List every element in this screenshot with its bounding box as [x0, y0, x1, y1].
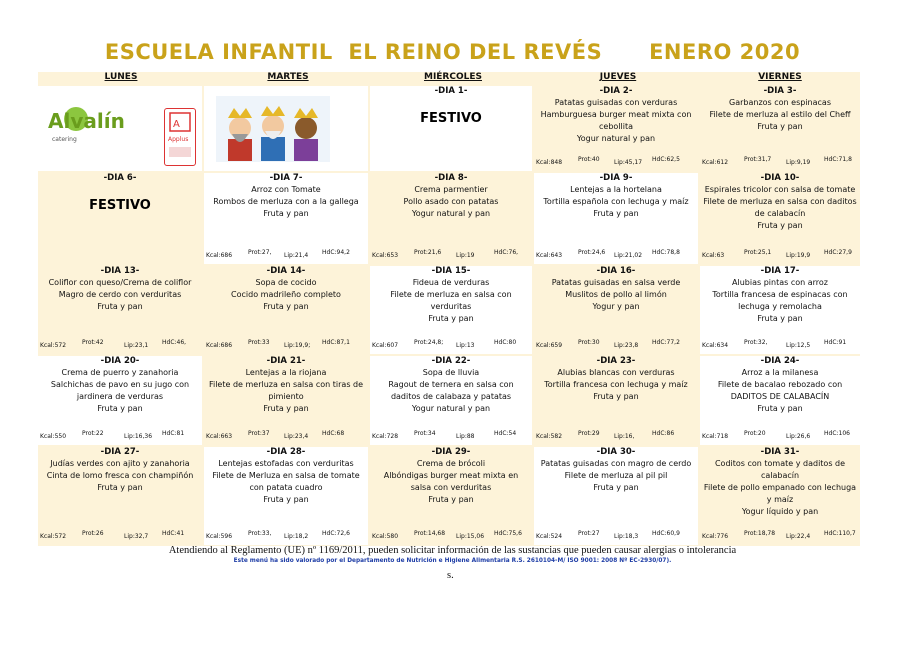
- menu-cell: [370, 266, 532, 354]
- dish: Fruta y pan: [263, 209, 309, 218]
- day-number: -DÍA 16-: [596, 266, 636, 276]
- dish: Fruta y pan: [757, 122, 803, 131]
- dish: Arroz con Tomate: [251, 185, 321, 194]
- logo-text: Alvalín: [48, 109, 125, 133]
- day-number: -DÍA 13-: [100, 266, 140, 276]
- nutrition-value: HdC:78,8: [652, 249, 680, 256]
- nutrition-value: Prot:24,8;: [414, 339, 444, 346]
- dish: Fruta y pan: [263, 302, 309, 311]
- nutrition-value: Kcal:572: [40, 342, 67, 349]
- nutrition-value: Kcal:572: [40, 533, 67, 540]
- day-header-1: LUNES: [104, 72, 138, 82]
- nutrition-value: HdC:77,2: [652, 339, 680, 346]
- dish: Albóndigas burger meat mixta en salsa con verduritas: [383, 471, 519, 492]
- menu-cell: [700, 86, 860, 171]
- nutrition-value: Lip:16,: [614, 433, 635, 440]
- nutrition-value: HdC:46,: [162, 339, 187, 346]
- nutrition-value: Kcal:607: [372, 342, 399, 349]
- nutrition-value: Lip:23,8: [614, 342, 639, 349]
- dish: Coliflor con queso/Crema de coliflor: [48, 278, 192, 287]
- dish: Fruta y pan: [263, 495, 309, 504]
- dish: Filete de merluza en salsa con daditos de calabacín: [703, 197, 857, 218]
- nutrition-value: HdC:86: [652, 430, 675, 437]
- nutrition-value: Lip:18,3: [614, 533, 639, 540]
- dish: Cinta de lomo fresca con champiñón: [46, 471, 194, 480]
- nutrition-value: Lip:32,7: [124, 533, 149, 540]
- dish: Filete de merluza en salsa con verduritas: [390, 290, 512, 311]
- dish: Fruta y pan: [428, 314, 474, 323]
- nutrition-value: Kcal:686: [206, 342, 233, 349]
- nutrition-value: Prot:34: [414, 430, 436, 437]
- nutrition-value: Prot:42: [82, 339, 104, 346]
- dish: Fruta y pan: [593, 209, 639, 218]
- nutrition-value: HdC:27,9: [824, 249, 852, 256]
- nutrition-value: Prot:30: [578, 339, 600, 346]
- nutrition-value: Kcal:550: [40, 433, 67, 440]
- nutrition-value: Kcal:582: [536, 433, 563, 440]
- day-number: -DÍA 15-: [431, 266, 471, 276]
- footer-tail: s.: [447, 570, 454, 581]
- dish: Filete de merluza al estilo del Cheff: [709, 110, 851, 119]
- dish: Yogur natural y pan: [411, 209, 491, 218]
- nutrition-value: HdC:80: [494, 339, 517, 346]
- nutrition-value: Prot:26: [82, 530, 104, 537]
- nutrition-value: Prot:31,7: [744, 156, 772, 163]
- day-header-2: MARTES: [267, 72, 309, 82]
- nutrition-value: Lip:19,9: [786, 252, 811, 259]
- nutrition-value: Prot:32,: [744, 339, 768, 346]
- nutrition-value: HdC:106: [824, 430, 850, 437]
- nutrition-value: HdC:91: [824, 339, 847, 346]
- nutrition-value: Lip:26,6: [786, 433, 811, 440]
- nutrition-value: Prot:14,68: [414, 530, 446, 537]
- menu-cell: [38, 173, 202, 264]
- menu-cell: [38, 447, 202, 545]
- nutrition-value: Kcal:728: [372, 433, 399, 440]
- menu-cell: [534, 356, 698, 445]
- menu-cell: [38, 356, 202, 445]
- menu-cell: [38, 266, 202, 354]
- nutrition-value: Kcal:63: [702, 252, 725, 259]
- day-number: -DÍA 27-: [100, 447, 140, 457]
- nutrition-value: Prot:33,: [248, 530, 272, 537]
- nutrition-value: Kcal:524: [536, 533, 563, 540]
- dish: Salchichas de pavo en su jugo con jardinera de verduras: [50, 380, 190, 401]
- dish: Muslitos de pollo al limón: [565, 290, 667, 299]
- menu-cell: [204, 447, 368, 545]
- day-number: -DÍA 21-: [266, 356, 306, 366]
- nutrition-value: Kcal:718: [702, 433, 729, 440]
- dish: Yogur líquido y pan: [741, 507, 819, 516]
- dish: Alubias pintas con arroz: [732, 278, 828, 287]
- nutrition-value: Prot:20: [744, 430, 766, 437]
- dish: Coditos con tomate y daditos de calabacín: [714, 459, 846, 480]
- nutrition-value: Kcal:848: [536, 159, 563, 166]
- dish: Fideua de verduras: [412, 278, 490, 287]
- nutrition-value: Lip:23,1: [124, 342, 149, 349]
- dish: Crema de brócoli: [416, 459, 486, 468]
- dish: Tortilla española con lechuga y maíz: [543, 197, 689, 206]
- menu-cell: [534, 173, 698, 264]
- dish: Fruta y pan: [593, 392, 639, 401]
- nutrition-value: Lip:15,06: [456, 533, 485, 540]
- dish: Filete de merluza al pil pil: [564, 471, 668, 480]
- festivo-label: FESTIVO: [420, 111, 482, 126]
- nutrition-value: HdC:94,2: [322, 249, 350, 256]
- nutrition-value: HdC:72,6: [322, 530, 350, 537]
- dish: Filete de merluza en salsa con tiras de pimiento: [208, 380, 364, 401]
- nutrition-value: Lip:16,36: [124, 433, 153, 440]
- cert-text: Applus: [168, 136, 189, 143]
- day-number: -DÍA 22-: [431, 356, 471, 366]
- dish: Fruta y pan: [263, 404, 309, 413]
- dish: Rombos de merluza con a la gallega: [213, 197, 359, 206]
- dish: Yogur natural y pan: [411, 404, 491, 413]
- nutrition-value: Prot:40: [578, 156, 600, 163]
- day-header-4: JUEVES: [599, 72, 637, 82]
- menu-cell: [370, 173, 532, 264]
- nutrition-value: Lip:23,4: [284, 433, 309, 440]
- allergen-notice: Atendiendo al Reglamento (UE) nº 1169/2011, pueden solicitar información de las sustancias que pueden causar alergias o intolerancia: [168, 545, 737, 556]
- svg-text:A: A: [173, 119, 180, 130]
- day-number: -DÍA 7-: [269, 173, 303, 183]
- nutrition-value: Lip:45,17: [614, 159, 643, 166]
- day-number: -DÍA 6-: [103, 173, 137, 183]
- dish: Alubias blancas con verduras: [557, 368, 675, 377]
- nutrition-value: Kcal:634: [702, 342, 729, 349]
- nutrition-value: Lip:21,4: [284, 252, 309, 259]
- nutrition-value: Prot:22: [82, 430, 104, 437]
- nutrition-value: Kcal:686: [206, 252, 233, 259]
- nutrition-value: Lip:19: [456, 252, 475, 259]
- dish: Arroz a la milanesa: [741, 368, 819, 377]
- dish: Yogur y pan: [592, 302, 640, 311]
- dish: Filete de Merluza en salsa de tomate con patata cuadro: [212, 471, 360, 492]
- day-number: -DÍA 1-: [434, 86, 468, 96]
- day-number: -DÍA 29-: [431, 447, 471, 457]
- nutrition-value: HdC:87,1: [322, 339, 350, 346]
- nutrition-value: Prot:25,1: [744, 249, 772, 256]
- menu-cell: [534, 266, 698, 354]
- nutrition-value: Kcal:776: [702, 533, 729, 540]
- nutrition-value: Prot:27: [578, 530, 600, 537]
- nutrition-value: HdC:110,7: [824, 530, 856, 537]
- dish: Patatas guisadas con magro de cerdo: [540, 459, 692, 468]
- dish: Fruta y pan: [97, 404, 143, 413]
- nutrition-value: HdC:75,6: [494, 530, 522, 537]
- nutrition-value: Prot:29: [578, 430, 600, 437]
- menu-cell: [204, 173, 368, 264]
- dish: Lentejas estofadas con verduritas: [218, 459, 354, 468]
- dish: Pollo asado con patatas: [403, 197, 499, 206]
- nutrition-value: HdC:60,9: [652, 530, 680, 537]
- nutrition-value: Lip:18,2: [284, 533, 309, 540]
- day-header-5: VIERNES: [758, 72, 802, 82]
- nutrition-value: Lip:22,4: [786, 533, 811, 540]
- nutrition-value: HdC:41: [162, 530, 185, 537]
- dish: Lentejas a la riojana: [245, 368, 327, 377]
- dish: Lentejas a la hortelana: [570, 185, 662, 194]
- menu-cell: [700, 447, 860, 545]
- menu-cell: [370, 86, 532, 171]
- nutrition-value: Lip:21,02: [614, 252, 643, 259]
- nutrition-value: HdC:76,: [494, 249, 519, 256]
- alvalin-logo: [46, 101, 141, 145]
- dish: Garbanzos con espinacas: [729, 98, 831, 107]
- day-header-3: MIÉRCOLES: [423, 72, 482, 82]
- nutrition-value: Kcal:596: [206, 533, 233, 540]
- nutrition-value: Prot:21,6: [414, 249, 442, 256]
- nutrition-value: HdC:71,8: [824, 156, 852, 163]
- nutrition-value: Lip:13: [456, 342, 475, 349]
- dish: Tortilla francesa con lechuga y maíz: [544, 380, 688, 389]
- day-number: -DÍA 30-: [596, 447, 636, 457]
- menu-cell: [700, 356, 860, 445]
- dish: Fruta y pan: [757, 221, 803, 230]
- dish: Magro de cerdo con verduritas: [58, 290, 182, 299]
- dish: Crema de puerro y zanahoria: [61, 368, 179, 377]
- page-title: ESCUELA INFANTIL EL REINO DEL REVÉS ENERO 2020: [104, 40, 801, 64]
- day-number: -DÍA 24-: [760, 356, 800, 366]
- nutrition-value: Lip:12,5: [786, 342, 811, 349]
- nutrition-value: Lip:9,19: [786, 159, 811, 166]
- dish: Yogur natural y pan: [576, 134, 656, 143]
- dish: Cocido madrileño completo: [231, 290, 341, 299]
- nutrition-value: HdC:54: [494, 430, 517, 437]
- nutrition-value: Kcal:663: [206, 433, 233, 440]
- nutrition-value: Kcal:643: [536, 252, 563, 259]
- day-number: -DÍA 23-: [596, 356, 636, 366]
- nutrition-value: Kcal:653: [372, 252, 399, 259]
- nutrition-value: HdC:68: [322, 430, 345, 437]
- dish: Sopa de lluvia: [422, 368, 480, 377]
- dish: Tortilla francesa de espinacas con lechuga y remolacha: [712, 290, 848, 311]
- nutrition-value: Kcal:612: [702, 159, 729, 166]
- day-number: -DÍA 31-: [760, 447, 800, 457]
- nutrition-note: Este menú ha sido valorado por el Departamento de Nutrición e Higiene Alimentaria R.S. 2610104-M/ ISO 9001: 2008 Nº EC-2930/07).: [233, 558, 672, 564]
- day-number: -DÍA 17-: [760, 266, 800, 276]
- menu-cell: [700, 266, 860, 354]
- nutrition-value: Prot:37: [248, 430, 270, 437]
- menu-cell: [204, 356, 368, 445]
- dish: Espirales tricolor con salsa de tomate: [704, 185, 856, 194]
- applus-cert-icon: [164, 108, 196, 166]
- dish: Fruta y pan: [97, 302, 143, 311]
- day-number: -DÍA 2-: [599, 86, 633, 96]
- dish: Crema parmentier: [414, 185, 488, 194]
- nutrition-value: Lip:19,9;: [284, 342, 311, 349]
- nutrition-value: Kcal:659: [536, 342, 563, 349]
- festivo-label: FESTIVO: [89, 198, 151, 213]
- dish: Fruta y pan: [428, 495, 474, 504]
- nutrition-value: Prot:27,: [248, 249, 272, 256]
- dish: Hamburguesa burger meat mixta con cebollita: [540, 110, 692, 131]
- dish: Judías verdes con ajito y zanahoria: [50, 459, 190, 468]
- dish: Fruta y pan: [757, 314, 803, 323]
- menu-cell: [370, 447, 532, 545]
- day-number: -DÍA 14-: [266, 266, 306, 276]
- menu-cell: [534, 447, 698, 545]
- logo-sub: catering: [52, 136, 77, 143]
- nutrition-value: HdC:62,5: [652, 156, 680, 163]
- menu-cell: [370, 356, 532, 445]
- dish: Patatas guisadas con verduras: [554, 98, 678, 107]
- menu-cell: [700, 173, 860, 264]
- nutrition-value: Kcal:580: [372, 533, 399, 540]
- dish: Patatas guisadas en salsa verde: [551, 278, 681, 287]
- day-number: -DÍA 8-: [434, 173, 468, 183]
- dish: Fruta y pan: [97, 483, 143, 492]
- day-number: -DÍA 3-: [763, 86, 797, 96]
- nutrition-value: Prot:24,6: [578, 249, 606, 256]
- three-kings-image: [216, 96, 330, 162]
- day-number: -DÍA 10-: [760, 173, 800, 183]
- dish: Ragout de ternera en salsa con daditos de calabaza y patatas: [388, 380, 514, 401]
- dish: Sopa de cocido: [255, 278, 317, 287]
- menu-cell: [204, 266, 368, 354]
- nutrition-value: Prot:18,78: [744, 530, 776, 537]
- dish: Filete de bacalao rebozado con DADITOS DE CALABACÍN: [717, 380, 843, 401]
- nutrition-value: Prot:33: [248, 339, 270, 346]
- day-number: -DÍA 20-: [100, 356, 140, 366]
- menu-cell: [534, 86, 698, 171]
- dish: Filete de pollo empanado con lechuga y maíz: [703, 483, 857, 504]
- dish: Fruta y pan: [593, 483, 639, 492]
- nutrition-value: HdC:81: [162, 430, 185, 437]
- nutrition-value: Lip:88: [456, 433, 475, 440]
- day-number: -DÍA 9-: [599, 173, 633, 183]
- day-number: -DÍA 28-: [266, 447, 306, 457]
- dish: Fruta y pan: [757, 404, 803, 413]
